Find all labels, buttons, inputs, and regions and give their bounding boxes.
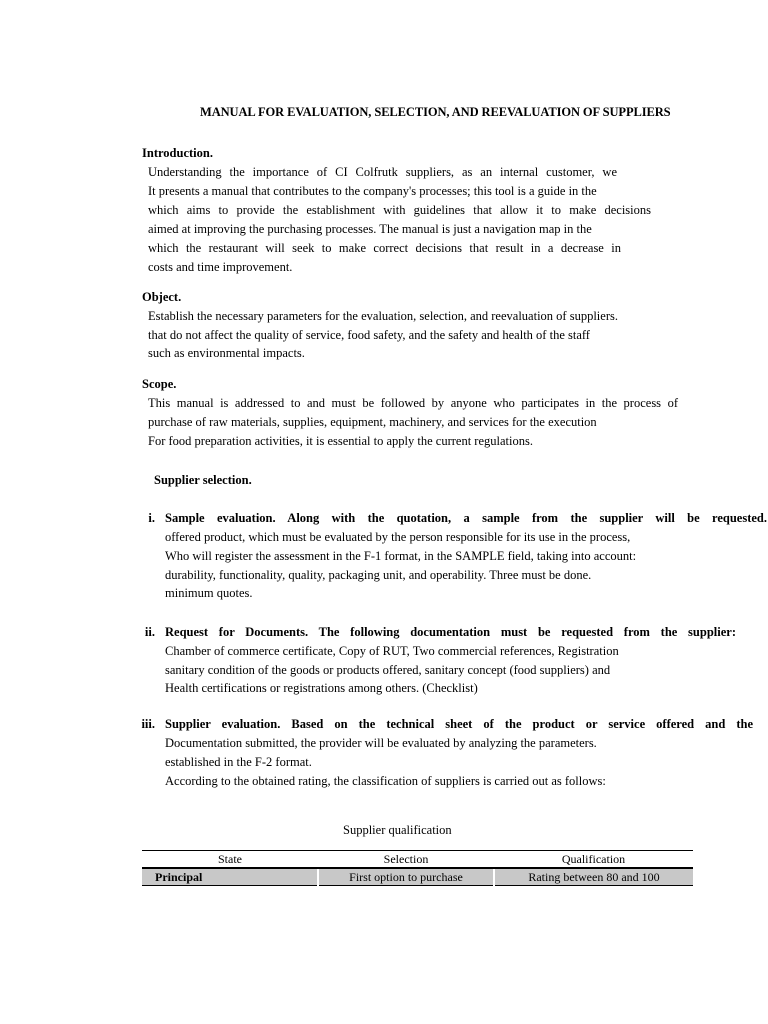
- introduction-line: It presents a manual that contributes to the company's processes; this tool is a guide in the: [148, 184, 597, 198]
- list-item-lead: Supplier evaluation. Based on the technical sheet of the product or service offered and the: [165, 717, 753, 731]
- introduction-line: which aims to provide the establishment with guidelines that allow it to make decisions: [148, 203, 651, 217]
- document-title: MANUAL FOR EVALUATION, SELECTION, AND REEVALUATION OF SUPPLIERS: [200, 105, 671, 119]
- table-cell-selection: First option to purchase: [318, 868, 494, 886]
- table-cell-state: Principal: [142, 868, 318, 886]
- supplier-selection-heading: Supplier selection.: [154, 473, 252, 487]
- table-row: [142, 868, 693, 886]
- list-item-lead: Sample evaluation. Along with the quotation, a sample from the supplier will be requested.: [165, 511, 767, 525]
- list-item-line: Chamber of commerce certificate, Copy of RUT, Two commercial references, Registration: [165, 644, 619, 658]
- introduction-line: Understanding the importance of CI Colfrutk suppliers, as an internal customer, we: [148, 165, 617, 179]
- scope-line: purchase of raw materials, supplies, equipment, machinery, and services for the execution: [148, 415, 597, 429]
- list-item-line: Documentation submitted, the provider will be evaluated by analyzing the parameters.: [165, 736, 597, 750]
- list-item-line: sanitary condition of the goods or products offered, sanitary concept (food suppliers) and: [165, 663, 611, 677]
- column-header-selection: Selection: [318, 851, 494, 869]
- list-item-line: Health certifications or registrations among others. (Checklist): [165, 681, 478, 695]
- list-item-line: Who will register the assessment in the F-1 format, in the SAMPLE field, taking into account:: [165, 549, 637, 563]
- list-item-line: offered product, which must be evaluated by the person responsible for its use in the process,: [165, 530, 631, 544]
- object-line: that do not affect the quality of service, food safety, and the safety and health of the staff: [148, 328, 590, 342]
- list-item-line: durability, functionality, quality, packaging unit, and operability. Three must be done.: [165, 568, 592, 582]
- table-caption: Supplier qualification: [343, 823, 452, 837]
- column-header-qualification: Qualification: [494, 851, 693, 869]
- introduction-line: which the restaurant will seek to make correct decisions that result in a decrease in: [148, 241, 621, 255]
- object-line: such as environmental impacts.: [148, 346, 305, 360]
- list-item-line: minimum quotes.: [165, 586, 253, 600]
- introduction-line: aimed at improving the purchasing processes. The manual is just a navigation map in the: [148, 222, 592, 236]
- list-item-line: established in the F-2 format.: [165, 755, 312, 769]
- scope-line: This manual is addressed to and must be followed by anyone who participates in the process of: [148, 396, 678, 410]
- list-item-lead: Request for Documents. The following documentation must be requested from the supplier:: [165, 625, 736, 639]
- scope-line: For food preparation activities, it is essential to apply the current regulations.: [148, 434, 533, 448]
- list-number: iii.: [141, 717, 155, 731]
- list-item-line: According to the obtained rating, the classification of suppliers is carried out as follows:: [165, 774, 606, 788]
- column-header-state: State: [142, 851, 318, 869]
- table-header-row: [142, 851, 693, 869]
- object-heading: Object.: [142, 290, 182, 304]
- scope-heading: Scope.: [142, 377, 177, 391]
- list-number: ii.: [144, 625, 155, 639]
- introduction-heading: Introduction.: [142, 146, 213, 160]
- object-line: Establish the necessary parameters for the evaluation, selection, and reevaluation of suppliers.: [148, 309, 618, 323]
- introduction-line: costs and time improvement.: [148, 260, 293, 274]
- table-cell-qualification: Rating between 80 and 100: [494, 868, 693, 886]
- list-number: i.: [148, 511, 155, 525]
- supplier-qualification-table: [142, 850, 693, 886]
